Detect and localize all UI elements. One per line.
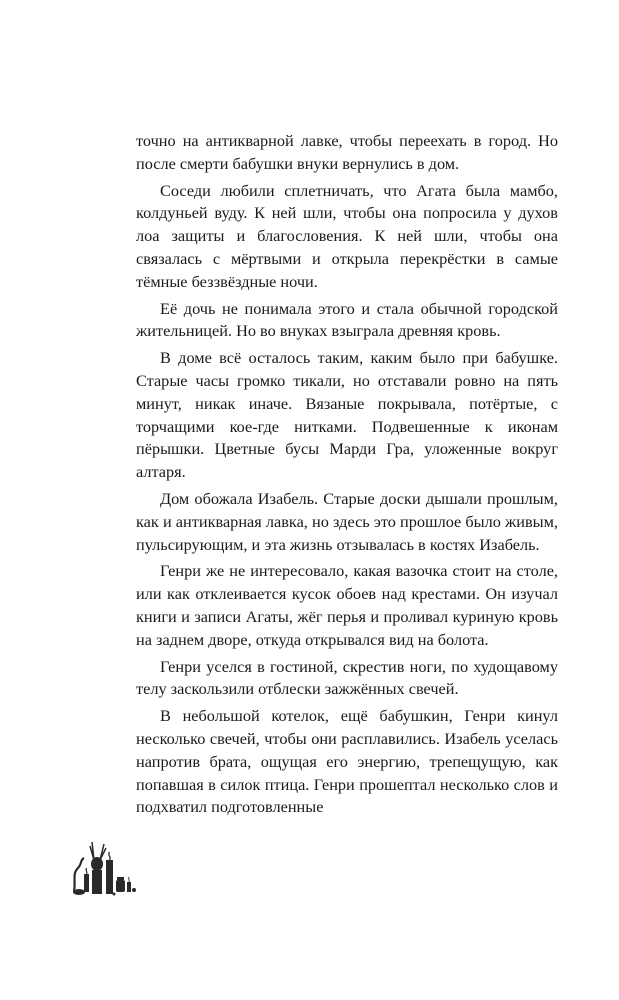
- paragraph-7: Генри уселся в гостиной, скрестив ноги, по худощавому телу заскользили отблески зажжённых свечей.: [136, 656, 558, 699]
- paragraph-5: Дом обожала Изабель. Старые доски дышали прошлым, как и антикварная лавка, но здесь это прошлое было живым, пульсирующим, и эта жизнь отзывалась в костях Изабель.: [136, 488, 558, 554]
- body-text: [136, 130, 558, 823]
- paragraph-4: В доме всё осталось таким, каким было при бабушке. Старые часы громко тикали, но отставали ровно на пять минут, никак иначе. Вязаные покрывала, потёртые, с торчащими кое-где нитками. Подвешенные к иконам пёрышки. Цветные бусы Марди Гра, уложенные вокруг алтаря.: [136, 348, 558, 482]
- voodoo-altar-ornament-icon: [70, 830, 140, 900]
- paragraph-6: Генри же не интересовало, какая вазочка стоит на столе, или как отклеивается кусок обоев над крестами. Он изучал книги и записи Агаты, жёг перья и проливал куриную кровь на заднем дворе, откуда открывался вид на болота.: [136, 561, 558, 649]
- paragraph-8: В небольшой котелок, ещё бабушкин, Генри кинул несколько свечей, чтобы они расплавились. Изабель уселась напротив брата, ощущая его энергию, трепещущую, как попавшая в силок птица. Генри прошептал несколько слов и подхватил подготовленные: [136, 706, 558, 817]
- paragraph-3: Её дочь не понимала этого и стала обычной городской жительницей. Но во внуках взыграла древняя кровь.: [136, 298, 558, 341]
- paragraph-1: точно на антикварной лавке, чтобы переехать в город. Но после смерти бабушки внуки вернулись в дом.: [136, 131, 558, 173]
- paragraph-2: Соседи любили сплетничать, что Агата была мамбо, колдуньей вуду. К ней шли, чтобы она попросила у духов лоа защиты и благословения. К ней шли, чтобы она связалась с мёртвыми и открыла перекрёстки в самые тёмные беззвёздные ночи.: [136, 180, 558, 291]
